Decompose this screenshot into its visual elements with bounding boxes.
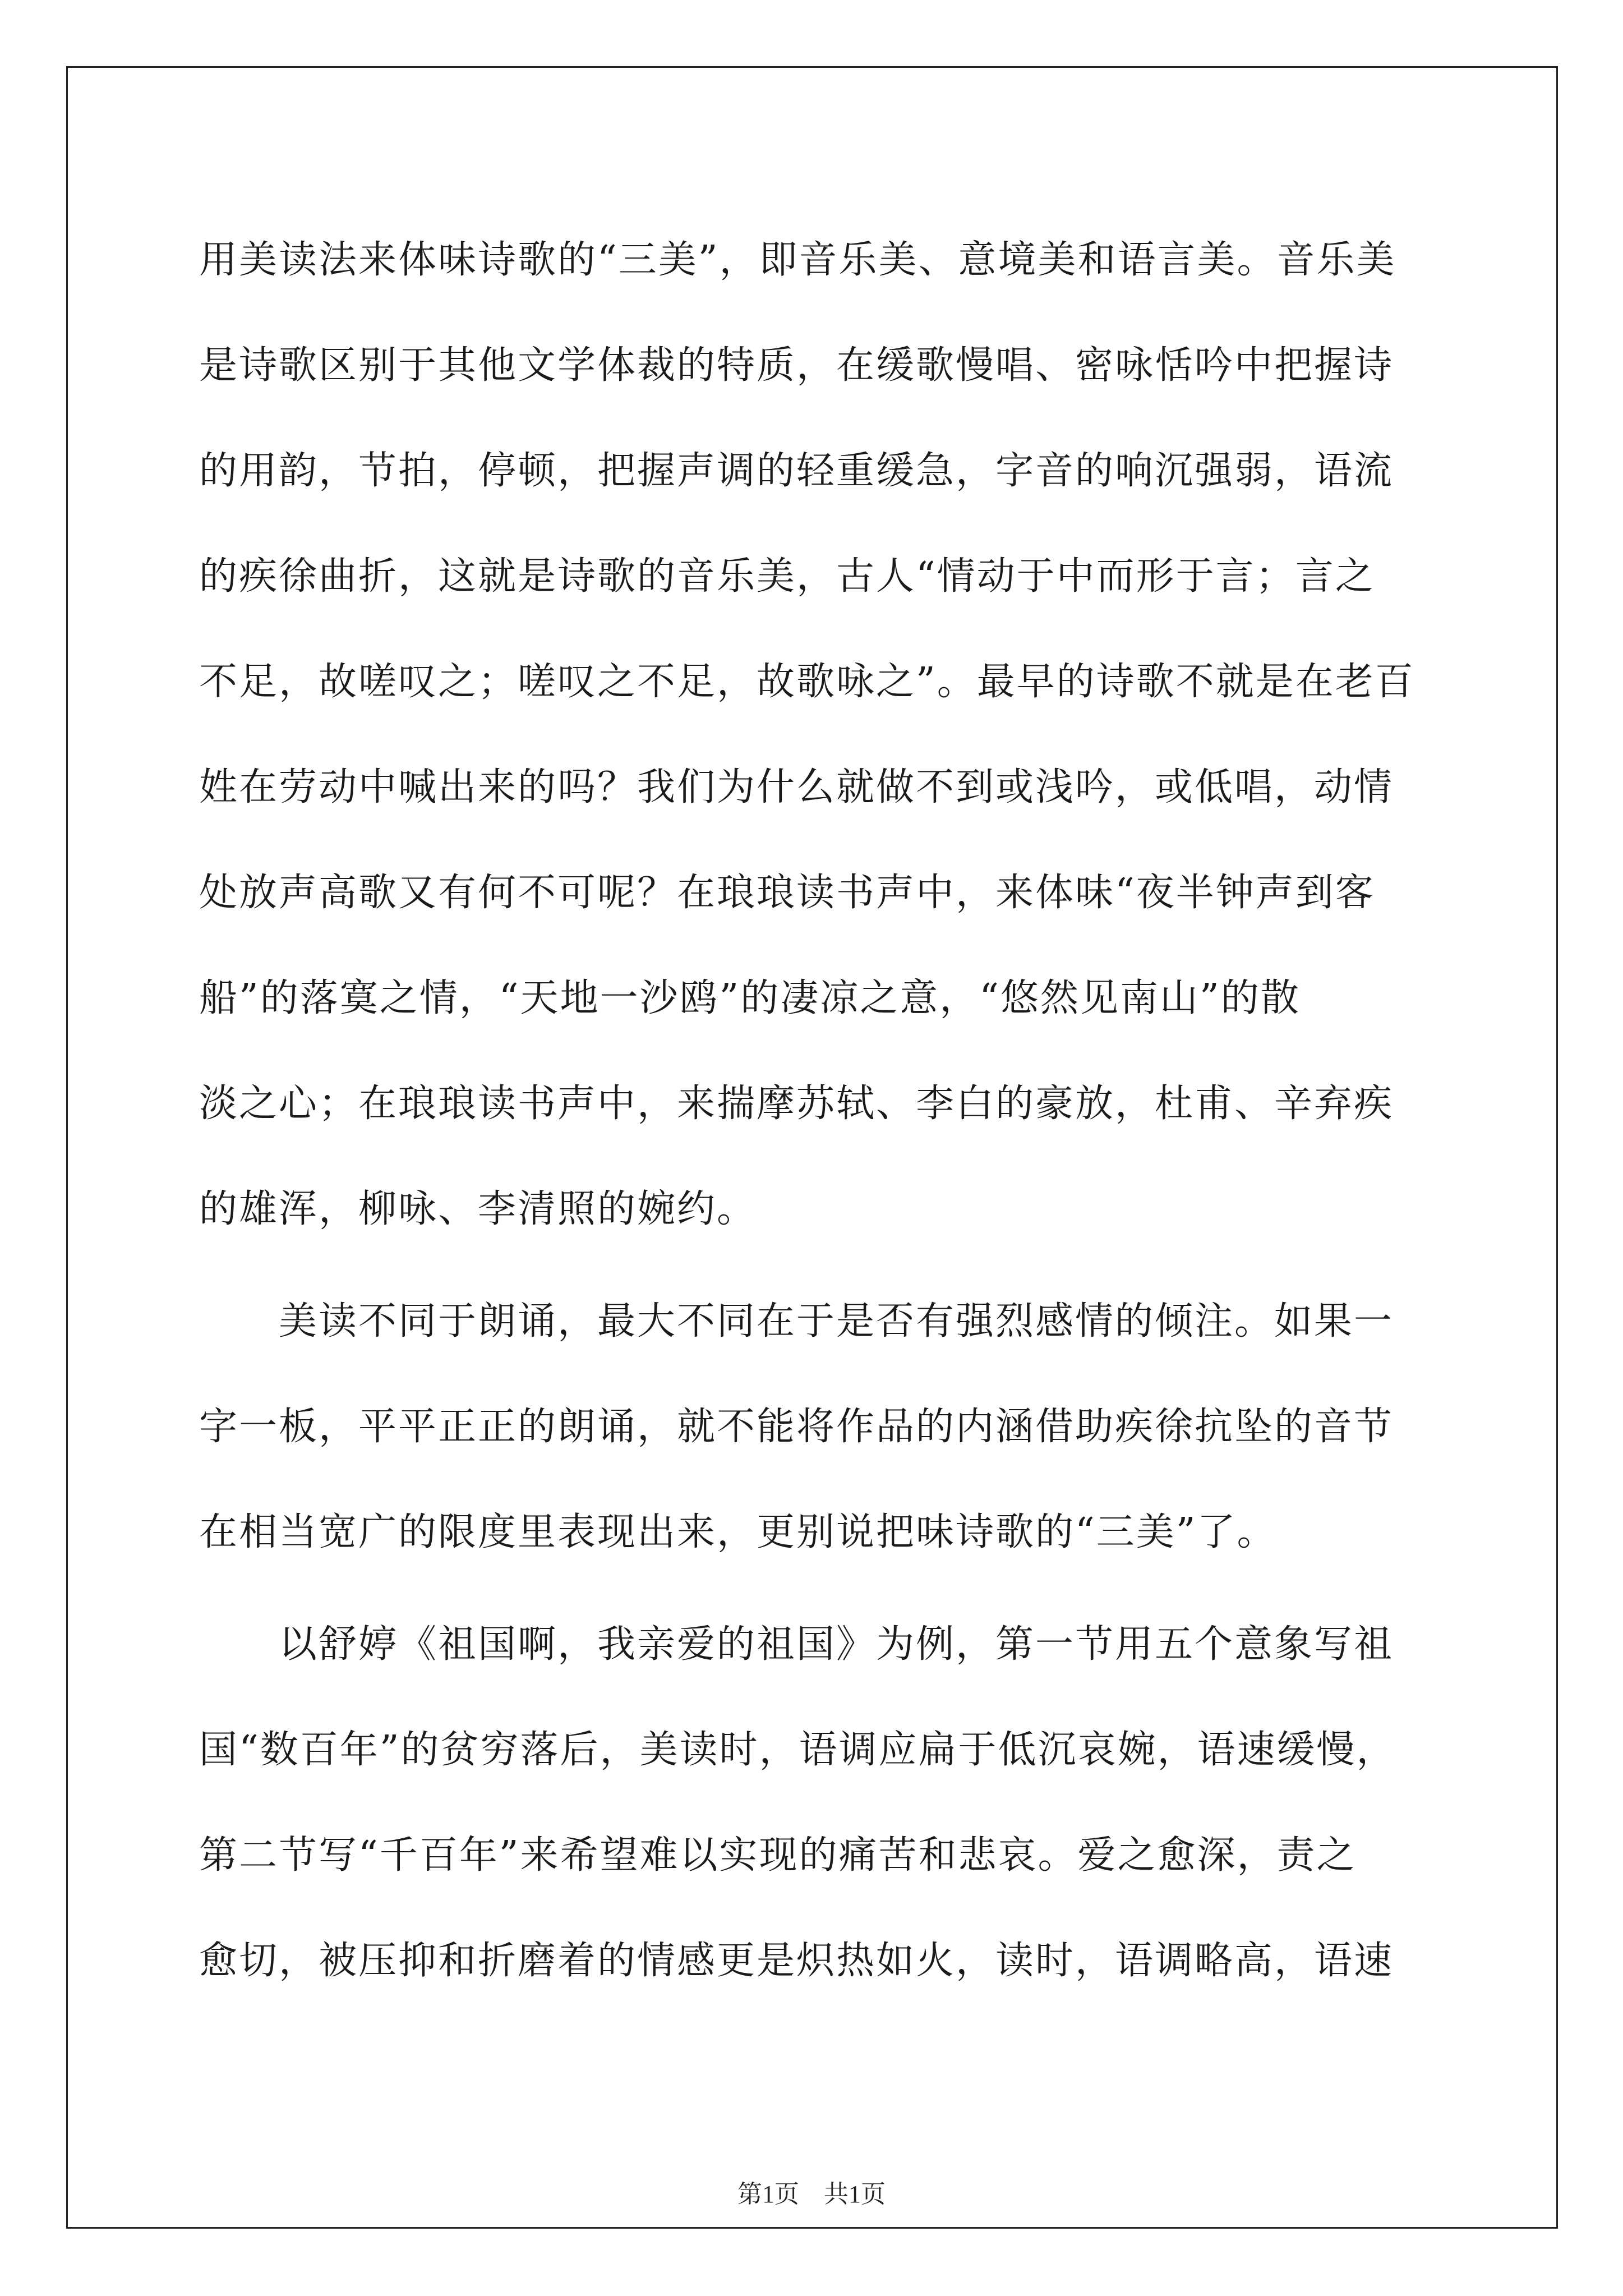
text-line: 美读不同于朗诵，最大不同在于是否有强烈感情的倾注。如果一 [199, 1299, 1394, 1343]
text-line: 的用韵，节拍，停顿，把握声调的轻重缓急，字音的响沉强弱，语流 [199, 449, 1394, 493]
page-number-footer: 第1页 共1页 [737, 2180, 886, 2208]
document-body [199, 208, 1433, 2014]
text-line: 第二节写“千百年”来希望难以实现的痛苦和悲哀。爱之愈深，责之 [199, 1833, 1357, 1878]
text-line: 的雄浑，柳咏、李清照的婉约。 [199, 1187, 757, 1231]
paragraph-gap [199, 1585, 1433, 1592]
text-line: 用美读法来体味诗歌的“三美”，即音乐美、意境美和语言美。音乐美 [199, 238, 1396, 282]
text-line: 处放声高歌又有何不可呢？在琅琅读书声中，来体味“夜半钟声到客 [199, 871, 1375, 915]
paragraph-gap [199, 1262, 1433, 1269]
text-line: 淡之心；在琅琅读书声中，来揣摩苏轼、李白的豪放，杜甫、辛弃疾 [199, 1082, 1394, 1126]
text-line: 在相当宽广的限度里表现出来，更别说把味诗歌的“三美”了。 [199, 1510, 1277, 1554]
text-line: 姓在劳动中喊出来的吗？我们为什么就做不到或浅吟，或低唱，动情 [199, 765, 1394, 809]
text-line: 是诗歌区别于其他文学体裁的特质，在缓歌慢唱、密咏恬吟中把握诗 [199, 343, 1394, 388]
text-line: 不足，故嗟叹之；嗟叹之不足，故歌咏之”。最早的诗歌不就是在老百 [199, 660, 1415, 704]
text-line: 字一板，平平正正的朗诵，就不能将作品的内涵借助疾徐抗坠的音节 [199, 1405, 1394, 1449]
text-line: 船”的落寞之情，“天地一沙鸥”的凄凉之意，“悠然见南山”的散 [199, 976, 1301, 1020]
text-line: 的疾徐曲折，这就是诗歌的音乐美，古人“情动于中而形于言；言之 [199, 554, 1375, 599]
text-line: 国“数百年”的贫穷落后，美读时，语调应扁于低沉哀婉，语速缓慢， [199, 1728, 1396, 1772]
text-line: 以舒婷《祖国啊，我亲爱的祖国》为例，第一节用五个意象写祖 [199, 1622, 1394, 1667]
text-line: 愈切，被压抑和折磨着的情感更是炽热如火，读时，语调略高，语速 [199, 1939, 1394, 1983]
